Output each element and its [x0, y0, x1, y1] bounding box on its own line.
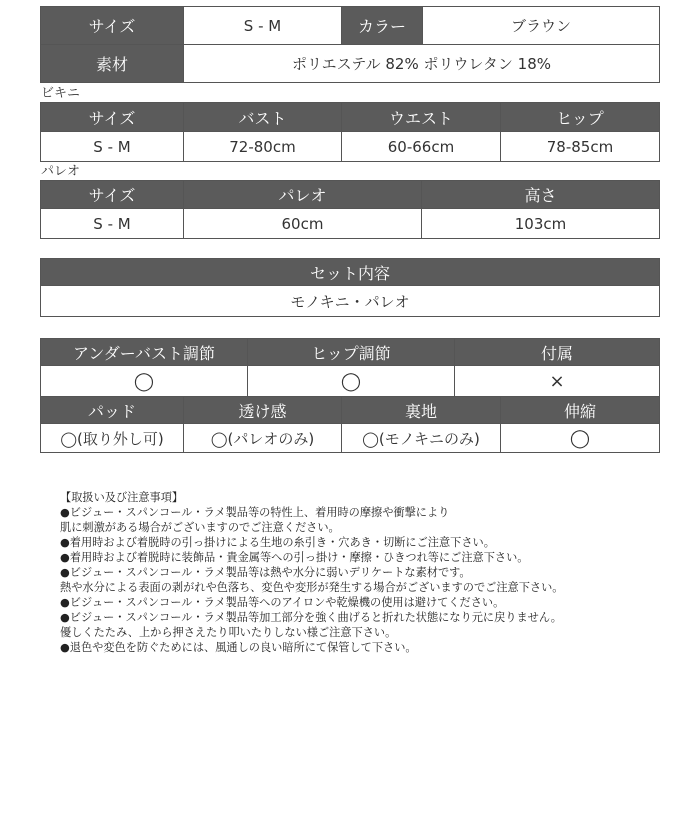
color-value: ブラウン: [423, 7, 660, 45]
bikini-caption: ビキニ: [41, 86, 81, 101]
underbust-adjust-value: ◯: [41, 366, 248, 397]
list-item: 熱や水分による表面の剥がれや色落ち、変色や変形が発生する場合がございますのでご注意下さい。: [60, 581, 564, 594]
table-row: [41, 259, 660, 286]
pareo-header-pareo: パレオ: [184, 181, 422, 209]
bikini-header-waist: ウエスト: [342, 103, 501, 132]
list-item: ●退色や変色を防ぐためには、風通しの良い暗所にて保管して下さい。: [60, 641, 417, 654]
set-header: セット内容: [41, 259, 660, 286]
list-item: 肌に刺激がある場合がございますのでご注意ください。: [60, 521, 340, 534]
table-row: [41, 286, 660, 317]
set-table: [40, 258, 660, 317]
table-row: [41, 103, 660, 132]
bikini-header-hip: ヒップ: [501, 103, 660, 132]
list-item: ●ビジュー・スパンコール・ラメ製品等は熱や水分に弱いデリケートな素材です。: [60, 566, 471, 579]
bikini-value-bust: 72-80cm: [184, 132, 342, 162]
table-row: [41, 366, 660, 397]
table-row: [41, 424, 660, 453]
material-value: ポリエステル 82% ポリウレタン 18%: [184, 45, 660, 83]
pareo-value-pareo: 60cm: [184, 209, 422, 239]
care-notes: [60, 490, 680, 655]
pareo-table: [40, 180, 660, 239]
bikini-value-waist: 60-66cm: [342, 132, 501, 162]
pareo-header-size: サイズ: [41, 181, 184, 209]
lining-value: ◯(モノキニのみ): [342, 424, 501, 453]
list-item: ●着用時および着脱時の引っ掛けによる生地の糸引き・穴あき・切断にご注意下さい。: [60, 536, 495, 549]
features-table-1: [40, 338, 660, 397]
notes-heading: 【取扱い及び注意事項】: [60, 491, 184, 504]
pad-value: ◯(取り外し可): [41, 424, 184, 453]
features-table-2: [40, 396, 660, 453]
stretch-value: ◯: [501, 424, 660, 453]
size-label: サイズ: [41, 7, 184, 45]
pareo-value-size: S - M: [41, 209, 184, 239]
bikini-header-bust: バスト: [184, 103, 342, 132]
hip-adjust-value: ◯: [248, 366, 455, 397]
list-item: ●ビジュー・スパンコール・ラメ製品等加工部分を強く曲げると折れた状態になり元に戻りません。: [60, 611, 562, 624]
sheerness-header: 透け感: [184, 397, 342, 424]
list-item: ●着用時および着脱時に装飾品・貴金属等への引っ掛け・摩擦・ひきつれ等にご注意下さい。: [60, 551, 529, 564]
table-row: [41, 132, 660, 162]
sheerness-value: ◯(パレオのみ): [184, 424, 342, 453]
table-row: [41, 339, 660, 366]
table-row: [41, 397, 660, 424]
accessories-value: ×: [455, 366, 660, 397]
table-row: [41, 7, 660, 45]
accessories-header: 付属: [455, 339, 660, 366]
lining-header: 裏地: [342, 397, 501, 424]
hip-adjust-header: ヒップ調節: [248, 339, 455, 366]
underbust-adjust-header: アンダーバスト調節: [41, 339, 248, 366]
size-value: S - M: [184, 7, 342, 45]
list-item: 優しくたたみ、上から押さえたり叩いたりしない様ご注意下さい。: [60, 626, 397, 639]
list-item: ●ビジュー・スパンコール・ラメ製品等へのアイロンや乾燥機の使用は避けてください。: [60, 596, 505, 609]
set-value: モノキニ・パレオ: [41, 286, 660, 317]
material-label: 素材: [41, 45, 184, 83]
pareo-caption: パレオ: [41, 164, 81, 179]
bikini-value-hip: 78-85cm: [501, 132, 660, 162]
pad-header: パッド: [41, 397, 184, 424]
bikini-table: [40, 102, 660, 162]
table-row: [41, 45, 660, 83]
spec-main-table: [40, 6, 660, 83]
table-row: [41, 209, 660, 239]
stretch-header: 伸縮: [501, 397, 660, 424]
table-row: [41, 181, 660, 209]
bikini-header-size: サイズ: [41, 103, 184, 132]
pareo-header-height: 高さ: [422, 181, 660, 209]
pareo-value-height: 103cm: [422, 209, 660, 239]
color-label: カラー: [342, 7, 423, 45]
list-item: ●ビジュー・スパンコール・ラメ製品等の特性上、着用時の摩擦や衝撃により: [60, 506, 450, 519]
bikini-value-size: S - M: [41, 132, 184, 162]
